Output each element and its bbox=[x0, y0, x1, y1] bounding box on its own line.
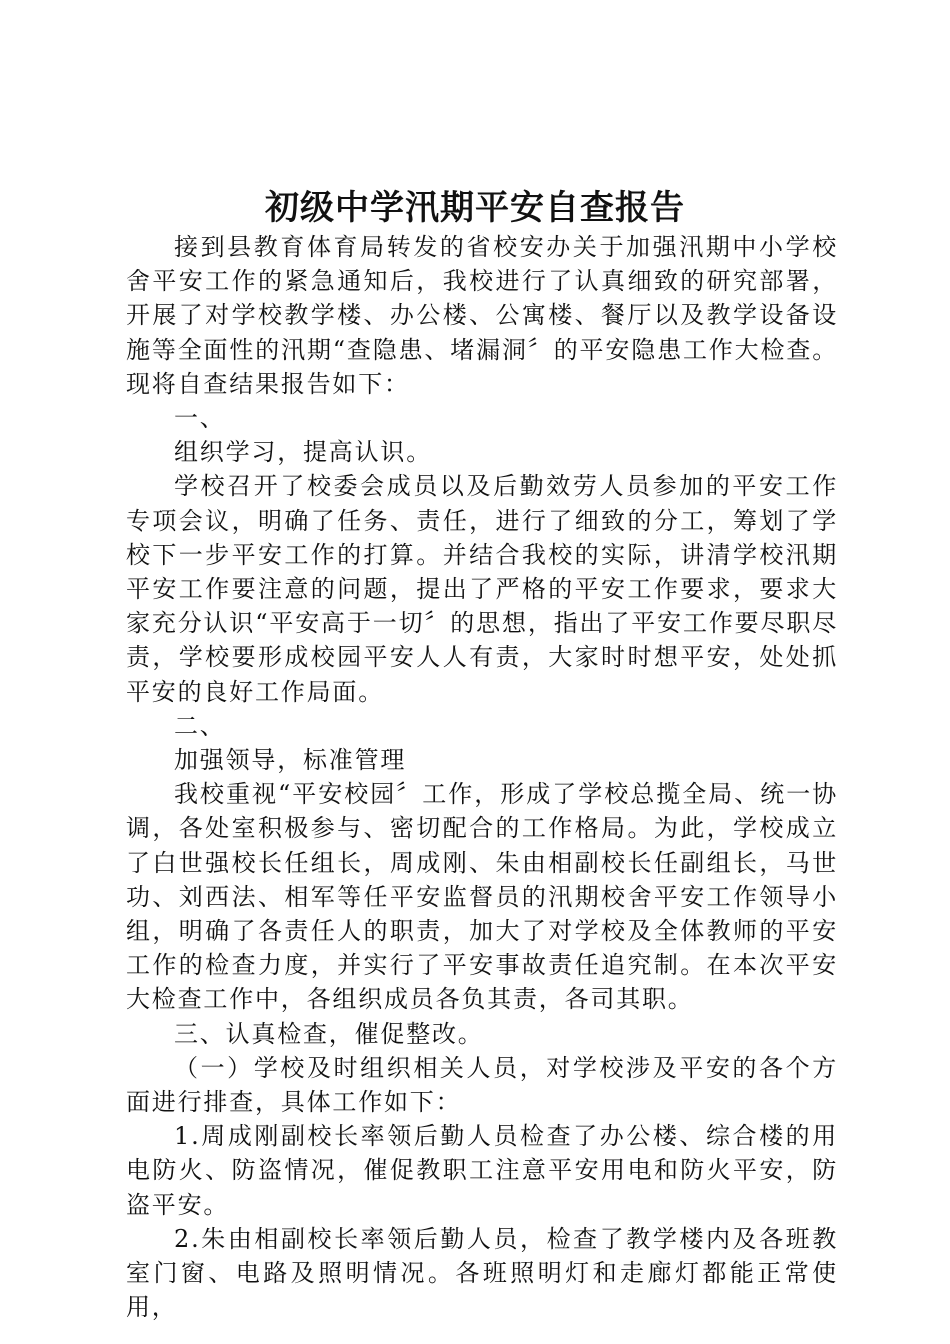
document-body bbox=[126, 230, 838, 1325]
section-1-number: 一、 bbox=[174, 404, 226, 433]
section-3-heading: 三、认真检查，催促整改。 bbox=[174, 1019, 484, 1048]
list-item-2: 2.朱由相副校长率领后勤人员，检查了教学楼内及各班教室门窗、电路及照明情况。各班照明灯和走廊灯都能正常使用， bbox=[126, 1224, 838, 1322]
section-2-heading: 加强领导，标准管理 bbox=[174, 746, 407, 775]
intro-paragraph: 接到县教育体育局转发的省校安办关于加强汛期中小学校舍平安工作的紧急通知后，我校进行了认真细致的研究部署，开展了对学校教学楼、办公楼、公寓楼、餐厅以及教学设备设施等全面性的汛期“查隐患、堵漏洞〞的平安隐患工作大检查。现将自查结果报告如下： bbox=[126, 233, 838, 398]
section-2-number: 二、 bbox=[174, 711, 226, 740]
subsection-1-paragraph: （一）学校及时组织相关人员，对学校涉及平安的各个方面进行排查，具体工作如下： bbox=[126, 1053, 838, 1117]
document-title: 初级中学汛期平安自查报告 bbox=[265, 188, 685, 228]
section-2-paragraph: 我校重视“平安校园〞工作，形成了学校总揽全局、统一协调，各处室积极参与、密切配合的工作格局。为此，学校成立了白世强校长任组长，周成刚、朱由相副校长任副组长，马世功、刘西法、相军等任平安监督员的汛期校舍平安工作领导小组，明确了各责任人的职责，加大了对学校及全体教师的平安工作的检查力度，并实行了平安事故责任追究制。在本次平安大检查工作中，各组织成员各负其责，各司其职。 bbox=[126, 780, 838, 1014]
section-1-paragraph: 学校召开了校委会成员以及后勤效劳人员参加的平安工作专项会议，明确了任务、责任，进行了细致的分工，筹划了学校下一步平安工作的打算。并结合我校的实际，讲清学校汛期平安工作要注意的问题，提出了严格的平安工作要求，要求大家充分认识“平安高于一切〞的思想，指出了平安工作要尽职尽责，学校要形成校园平安人人有责，大家时时想平安，处处抓平安的良好工作局面。 bbox=[126, 472, 838, 706]
list-item-1: 1.周成刚副校长率领后勤人员检查了办公楼、综合楼的用电防火、防盗情况，催促教职工注意平安用电和防火平安，防盗平安。 bbox=[126, 1122, 838, 1219]
section-1-heading: 组织学习，提高认识。 bbox=[174, 438, 432, 467]
